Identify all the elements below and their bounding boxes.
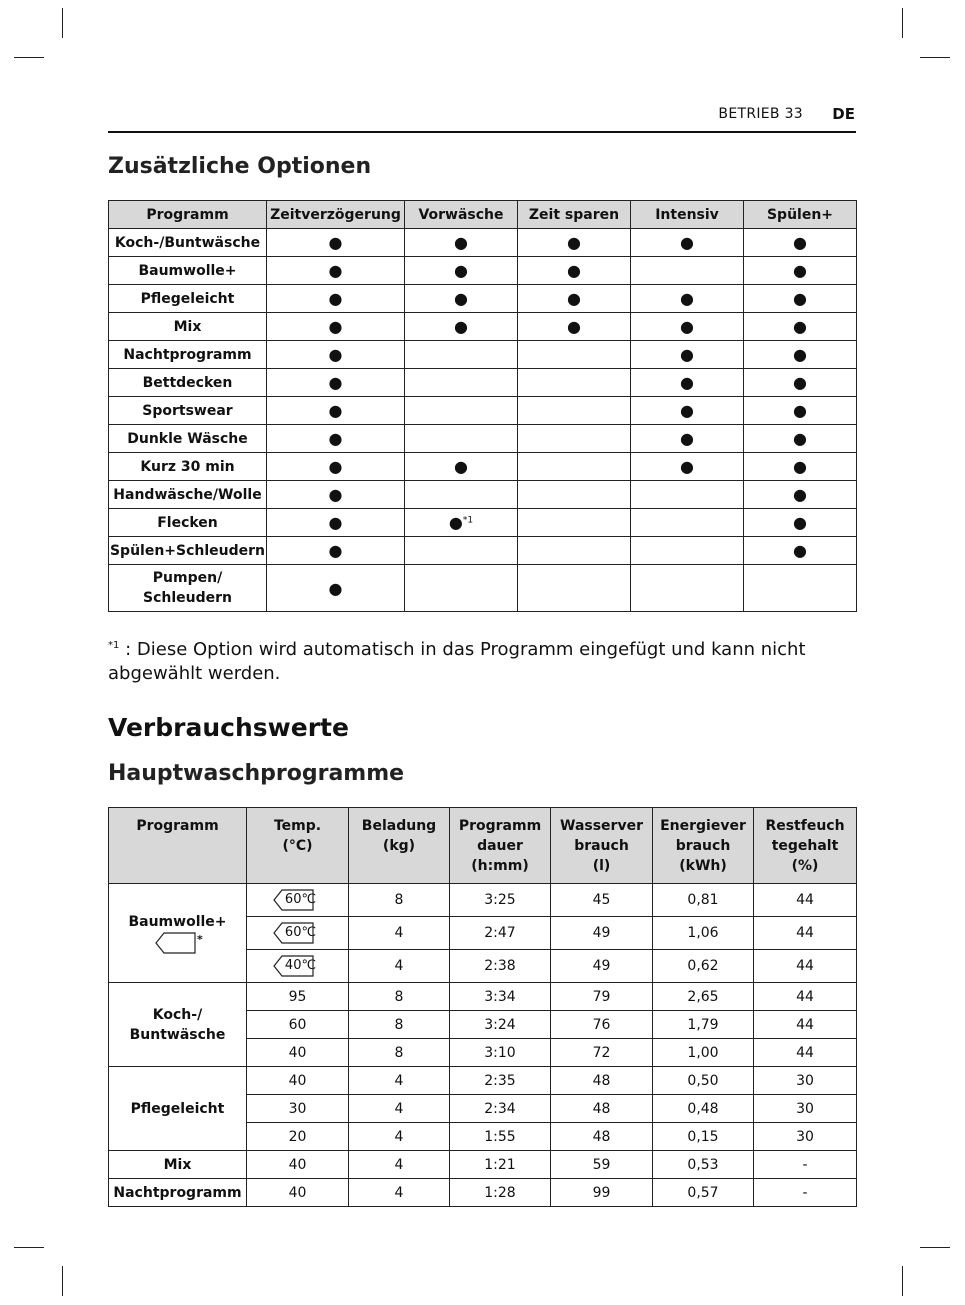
program-name: Dunkle Wäsche — [109, 425, 267, 453]
option-cell — [631, 229, 744, 257]
option-cell — [631, 481, 744, 509]
option-cell — [631, 509, 744, 537]
crop-mark — [920, 1247, 950, 1248]
supported-dot-icon: ● — [793, 261, 807, 280]
options-header-row — [109, 201, 857, 229]
value-cell-temp: 95 — [247, 983, 349, 1011]
option-cell — [267, 397, 405, 425]
option-cell — [267, 285, 405, 313]
value-cell-temp: 60 — [247, 1011, 349, 1039]
option-cell — [518, 369, 631, 397]
option-cell — [405, 341, 518, 369]
value-cell-dur: 1:21 — [450, 1151, 551, 1179]
option-cell — [744, 369, 857, 397]
value-cell-temp — [247, 917, 349, 950]
footnote — [108, 634, 858, 686]
options-col-header: Programm — [109, 201, 267, 229]
value-cell-water: 99 — [551, 1179, 653, 1207]
value-cell-rest: 44 — [754, 950, 857, 983]
value-cell-energy: 0,53 — [653, 1151, 754, 1179]
option-cell — [267, 257, 405, 285]
option-cell — [744, 509, 857, 537]
table-row — [109, 285, 857, 313]
value-cell-dur: 2:38 — [450, 950, 551, 983]
value-cell-dur: 2:35 — [450, 1067, 551, 1095]
table-row — [109, 369, 857, 397]
supported-dot-icon: ● — [454, 317, 468, 336]
table-row — [109, 983, 857, 1011]
supported-dot-icon: ● — [793, 345, 807, 364]
program-name: Handwäsche/Wolle — [109, 481, 267, 509]
supported-dot-icon: ● — [328, 485, 343, 504]
value-cell-dur: 3:24 — [450, 1011, 551, 1039]
consumption-table — [108, 807, 857, 1207]
supported-dot-icon: ● — [793, 485, 807, 504]
option-cell — [267, 341, 405, 369]
options-col-header: Vorwäsche — [405, 201, 518, 229]
value-cell-water: 79 — [551, 983, 653, 1011]
option-cell — [267, 453, 405, 481]
value-cell-energy: 0,62 — [653, 950, 754, 983]
value-cell-temp: 20 — [247, 1123, 349, 1151]
supported-dot-icon: ● — [328, 513, 343, 532]
program-name: Kurz 30 min — [109, 453, 267, 481]
consumption-subtitle: Hauptwaschprogramme — [108, 761, 405, 786]
label-tag-icon: * — [109, 932, 246, 954]
option-cell — [267, 509, 405, 537]
table-row — [109, 425, 857, 453]
supported-dot-icon: ● — [567, 289, 581, 308]
option-cell — [405, 397, 518, 425]
supported-dot-icon: ● — [567, 317, 581, 336]
option-cell — [405, 537, 518, 565]
value-cell-water: 59 — [551, 1151, 653, 1179]
option-cell — [631, 257, 744, 285]
program-name: Koch-/ Buntwäsche — [109, 983, 247, 1067]
option-cell — [518, 257, 631, 285]
value-cell-rest: - — [754, 1179, 857, 1207]
supported-dot-icon: ● — [680, 317, 694, 336]
value-cell-dur: 1:55 — [450, 1123, 551, 1151]
table-row — [109, 341, 857, 369]
footnote-marker: *1 — [108, 640, 120, 651]
value-cell-load: 4 — [349, 1067, 450, 1095]
option-cell — [744, 565, 857, 612]
option-cell — [631, 341, 744, 369]
program-name: Mix — [109, 1151, 247, 1179]
value-cell-rest: - — [754, 1151, 857, 1179]
supported-dot-icon: ● — [567, 233, 581, 252]
option-cell — [518, 565, 631, 612]
value-cell-temp: 40 — [247, 1179, 349, 1207]
option-cell — [518, 341, 631, 369]
table-row — [109, 257, 857, 285]
value-cell-water: 72 — [551, 1039, 653, 1067]
table-row — [109, 884, 857, 917]
value-cell-water: 49 — [551, 950, 653, 983]
value-cell-energy: 0,48 — [653, 1095, 754, 1123]
supported-dot-icon: ● — [328, 457, 343, 476]
supported-dot-icon: ● — [328, 261, 343, 280]
value-cell-load: 4 — [349, 1095, 450, 1123]
temp-label-icon: 60℃ — [275, 924, 320, 942]
option-cell — [744, 285, 857, 313]
option-cell — [518, 229, 631, 257]
value-cell-rest: 30 — [754, 1123, 857, 1151]
value-cell-rest: 30 — [754, 1067, 857, 1095]
value-cell-water: 48 — [551, 1095, 653, 1123]
program-name: Pflegeleicht — [109, 285, 267, 313]
supported-dot-icon: ● — [448, 513, 463, 532]
supported-dot-icon: ● — [680, 289, 694, 308]
value-cell-energy: 0,50 — [653, 1067, 754, 1095]
value-cell-load: 4 — [349, 917, 450, 950]
value-cell-rest: 44 — [754, 884, 857, 917]
option-cell — [405, 565, 518, 612]
option-cell — [518, 313, 631, 341]
supported-dot-icon: ● — [328, 401, 343, 420]
supported-dot-icon: ● — [680, 373, 694, 392]
supported-dot-icon: ● — [680, 401, 694, 420]
value-cell-rest: 44 — [754, 917, 857, 950]
option-cell — [405, 481, 518, 509]
value-cell-energy: 1,06 — [653, 917, 754, 950]
option-cell — [631, 369, 744, 397]
option-cell — [631, 285, 744, 313]
option-cell — [267, 229, 405, 257]
value-cell-rest: 44 — [754, 1011, 857, 1039]
section-label: BETRIEB 33 — [718, 106, 803, 122]
program-name: Flecken — [109, 509, 267, 537]
supported-dot-icon: ● — [793, 373, 807, 392]
option-cell — [405, 313, 518, 341]
value-cell-energy: 1,00 — [653, 1039, 754, 1067]
options-table — [108, 200, 857, 612]
supported-dot-icon: ● — [328, 345, 343, 364]
option-cell — [518, 481, 631, 509]
supported-dot-icon: ● — [680, 457, 694, 476]
option-cell — [631, 397, 744, 425]
supported-dot-icon: ● — [680, 233, 694, 252]
value-cell-energy: 2,65 — [653, 983, 754, 1011]
option-cell — [267, 537, 405, 565]
temp-label-icon: 60℃ — [275, 891, 320, 909]
value-cell-load: 8 — [349, 1011, 450, 1039]
consumption-col-header: Programm — [109, 808, 247, 884]
option-cell — [518, 397, 631, 425]
crop-mark — [14, 57, 44, 58]
supported-dot-icon: ● — [328, 541, 343, 560]
crop-mark — [920, 57, 950, 58]
value-cell-load: 4 — [349, 1151, 450, 1179]
crop-mark — [62, 1266, 63, 1296]
supported-dot-icon: ● — [793, 289, 807, 308]
option-cell — [631, 313, 744, 341]
option-cell — [267, 481, 405, 509]
supported-dot-icon: ● — [793, 513, 807, 532]
supported-dot-icon: ● — [680, 429, 694, 448]
table-row — [109, 481, 857, 509]
table-row — [109, 453, 857, 481]
program-name: Spülen+Schleudern — [109, 537, 267, 565]
crop-mark — [14, 1247, 44, 1248]
value-cell-temp: 40 — [247, 1039, 349, 1067]
option-cell — [405, 509, 518, 537]
option-cell — [631, 425, 744, 453]
program-name: Baumwolle+ * — [109, 884, 247, 983]
option-cell — [405, 229, 518, 257]
value-cell-temp: 30 — [247, 1095, 349, 1123]
value-cell-energy: 0,81 — [653, 884, 754, 917]
value-cell-load: 8 — [349, 1039, 450, 1067]
supported-dot-icon: ● — [328, 578, 343, 598]
supported-dot-icon: ● — [454, 289, 468, 308]
supported-dot-icon: ● — [793, 233, 807, 252]
option-cell — [744, 537, 857, 565]
supported-dot-icon: ● — [454, 261, 468, 280]
value-cell-dur: 3:34 — [450, 983, 551, 1011]
option-cell — [405, 369, 518, 397]
option-cell — [405, 285, 518, 313]
value-cell-rest: 30 — [754, 1095, 857, 1123]
value-cell-temp: 40 — [247, 1151, 349, 1179]
option-cell — [518, 509, 631, 537]
value-cell-energy: 0,15 — [653, 1123, 754, 1151]
option-cell — [518, 537, 631, 565]
option-cell — [744, 425, 857, 453]
table-row — [109, 565, 857, 612]
supported-dot-icon: ● — [454, 457, 468, 476]
value-cell-water: 76 — [551, 1011, 653, 1039]
option-cell — [744, 257, 857, 285]
option-cell — [744, 453, 857, 481]
table-row — [109, 1067, 857, 1095]
options-title: Zusätzliche Optionen — [108, 154, 372, 179]
value-cell-rest: 44 — [754, 983, 857, 1011]
option-cell — [631, 565, 744, 612]
program-name: Pflegeleicht — [109, 1067, 247, 1151]
consumption-title: Verbrauchswerte — [108, 713, 349, 742]
option-cell — [405, 257, 518, 285]
value-cell-dur: 3:10 — [450, 1039, 551, 1067]
table-row — [109, 313, 857, 341]
value-cell-rest: 44 — [754, 1039, 857, 1067]
option-cell — [267, 369, 405, 397]
option-cell — [744, 341, 857, 369]
header-rule — [108, 131, 856, 133]
table-row — [109, 1179, 857, 1207]
options-col-header: Intensiv — [631, 201, 744, 229]
supported-dot-icon: ● — [793, 541, 807, 560]
program-name: Nachtprogramm — [109, 341, 267, 369]
option-cell — [518, 285, 631, 313]
supported-dot-icon: ● — [454, 233, 468, 252]
supported-dot-icon: ● — [328, 429, 343, 448]
supported-dot-icon: ● — [793, 457, 807, 476]
option-cell — [744, 397, 857, 425]
value-cell-load: 8 — [349, 983, 450, 1011]
option-cell — [267, 425, 405, 453]
consumption-col-header: Beladung (kg) — [349, 808, 450, 884]
program-name: Koch-/Buntwäsche — [109, 229, 267, 257]
value-cell-temp: 40 — [247, 1067, 349, 1095]
consumption-col-header: Temp. (°C) — [247, 808, 349, 884]
value-cell-water: 49 — [551, 917, 653, 950]
value-cell-energy: 1,79 — [653, 1011, 754, 1039]
supported-dot-icon: ● — [793, 401, 807, 420]
options-col-header: Zeit sparen — [518, 201, 631, 229]
program-name: Pumpen/ Schleudern — [109, 565, 267, 612]
options-col-header: Zeitverzögerung — [267, 201, 405, 229]
crop-mark — [902, 8, 903, 38]
supported-dot-icon: ● — [793, 317, 807, 336]
consumption-col-header: Restfeuch tegehalt (%) — [754, 808, 857, 884]
value-cell-dur: 2:34 — [450, 1095, 551, 1123]
program-name: Nachtprogramm — [109, 1179, 247, 1207]
temp-label-icon: 40℃ — [275, 957, 320, 975]
value-cell-dur: 2:47 — [450, 917, 551, 950]
footnote-ref: *1 — [462, 515, 474, 526]
supported-dot-icon: ● — [567, 261, 581, 280]
consumption-col-header: Wasserver brauch (l) — [551, 808, 653, 884]
consumption-col-header: Programm dauer (h:mm) — [450, 808, 551, 884]
table-row — [109, 509, 857, 537]
option-cell — [267, 313, 405, 341]
supported-dot-icon: ● — [328, 373, 343, 392]
supported-dot-icon: ● — [328, 233, 343, 252]
table-row — [109, 537, 857, 565]
value-cell-water: 48 — [551, 1123, 653, 1151]
program-name: Mix — [109, 313, 267, 341]
crop-mark — [902, 1266, 903, 1296]
supported-dot-icon: ● — [328, 317, 343, 336]
supported-dot-icon: ● — [680, 345, 694, 364]
value-cell-energy: 0,57 — [653, 1179, 754, 1207]
value-cell-temp — [247, 884, 349, 917]
option-cell — [518, 425, 631, 453]
option-cell — [267, 565, 405, 612]
value-cell-dur: 1:28 — [450, 1179, 551, 1207]
value-cell-water: 45 — [551, 884, 653, 917]
value-cell-load: 4 — [349, 1179, 450, 1207]
value-cell-load: 4 — [349, 1123, 450, 1151]
value-cell-water: 48 — [551, 1067, 653, 1095]
table-row — [109, 397, 857, 425]
value-cell-load: 8 — [349, 884, 450, 917]
supported-dot-icon: ● — [793, 429, 807, 448]
program-name: Baumwolle+ — [109, 257, 267, 285]
option-cell — [405, 425, 518, 453]
option-cell — [518, 453, 631, 481]
footnote-text: : Diese Option wird automatisch in das Programm eingefügt und kann nicht abgewählt werden. — [108, 639, 806, 684]
page-header — [108, 104, 855, 126]
program-name: Sportswear — [109, 397, 267, 425]
value-cell-temp — [247, 950, 349, 983]
table-row — [109, 1151, 857, 1179]
supported-dot-icon: ● — [328, 289, 343, 308]
consumption-col-header: Energiever brauch (kWh) — [653, 808, 754, 884]
crop-mark — [62, 8, 63, 38]
value-cell-dur: 3:25 — [450, 884, 551, 917]
option-cell — [744, 313, 857, 341]
option-cell — [744, 481, 857, 509]
value-cell-load: 4 — [349, 950, 450, 983]
option-cell — [744, 229, 857, 257]
option-cell — [631, 453, 744, 481]
program-name: Bettdecken — [109, 369, 267, 397]
table-row — [109, 229, 857, 257]
options-col-header: Spülen+ — [744, 201, 857, 229]
language-label: DE — [832, 105, 855, 123]
option-cell — [405, 453, 518, 481]
option-cell — [631, 537, 744, 565]
consumption-header-row — [109, 808, 857, 884]
